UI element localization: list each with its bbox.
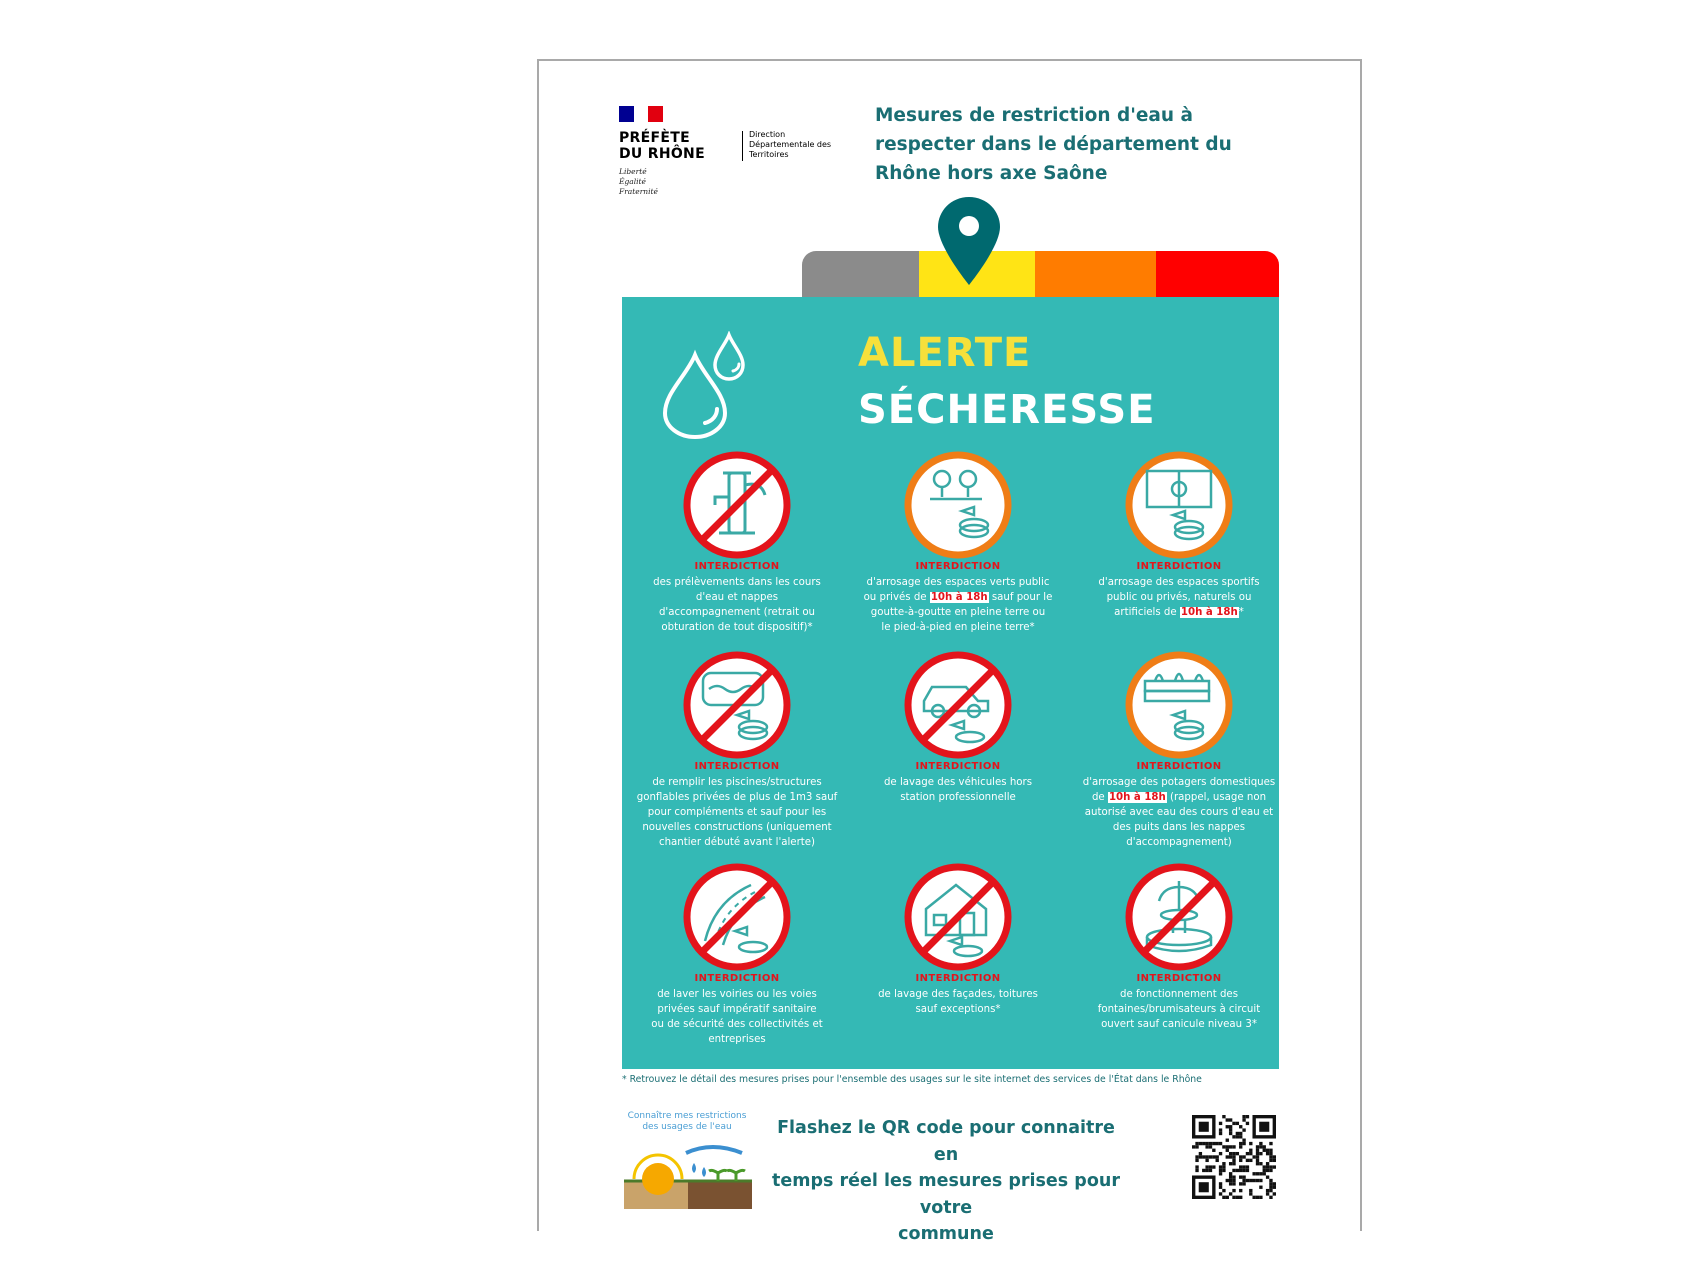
logo-divider	[742, 131, 743, 161]
green-spaces-watering-icon	[904, 451, 1012, 559]
time-window-highlight: 10h à 18h	[930, 592, 988, 603]
footnote: * Retrouvez le détail des mesures prises pour l'ensemble des usages sur le site internet des services de l'État dans le Rhône	[622, 1074, 1202, 1085]
time-window-highlight: 10h à 18h	[1108, 792, 1166, 803]
facade-washing-icon	[904, 863, 1012, 971]
vegetable-garden-watering-icon	[1125, 651, 1233, 759]
prefecture-name: PRÉFÈTE DU RHÔNE	[619, 130, 705, 162]
restriction-description: d'arrosage des espaces verts public ou privés de 10h à 18h sauf pour le goutte-à-goutte en pleine terre ou le pied-à-pied en pleine terre*	[863, 577, 1053, 633]
poster-page	[537, 59, 1362, 1244]
interdiction-label: INTERDICTION	[1136, 761, 1222, 772]
restriction-description: des prélèvements dans les cours d'eau et nappes d'accompagnement (retrait ou obturation de tout dispositif)*	[653, 577, 821, 633]
fountain-icon	[1125, 863, 1233, 971]
sun-soil-illustration-icon	[624, 1137, 752, 1209]
interdiction-label: INTERDICTION	[694, 561, 780, 572]
interdiction-label: INTERDICTION	[1136, 561, 1222, 572]
pool-filling-icon	[683, 651, 791, 759]
location-pin-icon	[936, 195, 1002, 287]
interdiction-label: INTERDICTION	[915, 973, 1001, 984]
qr-instruction: Flashez le QR code pour connaitre en temps réel les mesures prises pour votre commune	[772, 1118, 1120, 1244]
interdiction-label: INTERDICTION	[1136, 973, 1222, 984]
water-pump-icon	[683, 451, 791, 559]
direction-label: Direction Départementale des Territoires	[749, 130, 832, 159]
interdiction-label: INTERDICTION	[694, 973, 780, 984]
sports-field-watering-icon	[1125, 451, 1233, 559]
restriction-description: de lavage des véhicules hors station professionnelle	[883, 777, 1033, 803]
restriction-description: d'arrosage des espaces sportifs public ou privés, naturels ou artificiels de 10h à 18h*	[1098, 577, 1260, 618]
interdiction-label: INTERDICTION	[915, 761, 1001, 772]
know-restrictions-label: Connaître mes restrictions des usages de l'eau	[627, 1111, 747, 1132]
water-drops-icon	[657, 331, 753, 439]
page-title: Mesures de restriction d'eau à respecter dans le département du Rhône hors axe Saône	[875, 105, 1232, 184]
know-restrictions-logo	[622, 1111, 752, 1211]
restriction-description: d'arrosage des potagers domestiques de 10h à 18h (rappel, usage non autorisé avec eau des cours d'eau et des puits dans les nappes d'accompagnement)	[1082, 777, 1276, 848]
road-washing-icon	[683, 863, 791, 971]
interdiction-label: INTERDICTION	[694, 761, 780, 772]
alert-level-renforcee	[1035, 251, 1156, 297]
interdiction-label: INTERDICTION	[915, 561, 1001, 572]
time-window-highlight: 10h à 18h	[1180, 607, 1238, 618]
restriction-description: de remplir les piscines/structures gonflables privées de plus de 1m3 sauf pour compléments et sauf pour les nouvelles constructions (uniquement chantier débuté avant l'alerte)	[636, 777, 838, 848]
drought-heading: SÉCHERESSE	[858, 387, 1156, 433]
alert-level-heading: ALERTE	[858, 330, 1032, 376]
car-washing-icon	[904, 651, 1012, 759]
restriction-description: de laver les voiries ou les voies privées sauf impératif sanitaire ou de sécurité des collectivités et entreprises	[651, 989, 823, 1045]
republic-motto: Liberté Égalité Fraternité	[619, 167, 658, 196]
alert-level-vigilance	[802, 251, 919, 297]
french-flag-logo	[619, 106, 663, 122]
restriction-description: de lavage des façades, toitures sauf exceptions*	[878, 989, 1038, 1015]
qr-code[interactable]	[1192, 1115, 1276, 1199]
restriction-description: de fonctionnement des fontaines/brumisateurs à circuit ouvert sauf canicule niveau 3*	[1097, 989, 1261, 1030]
alert-level-crise	[1156, 251, 1279, 297]
